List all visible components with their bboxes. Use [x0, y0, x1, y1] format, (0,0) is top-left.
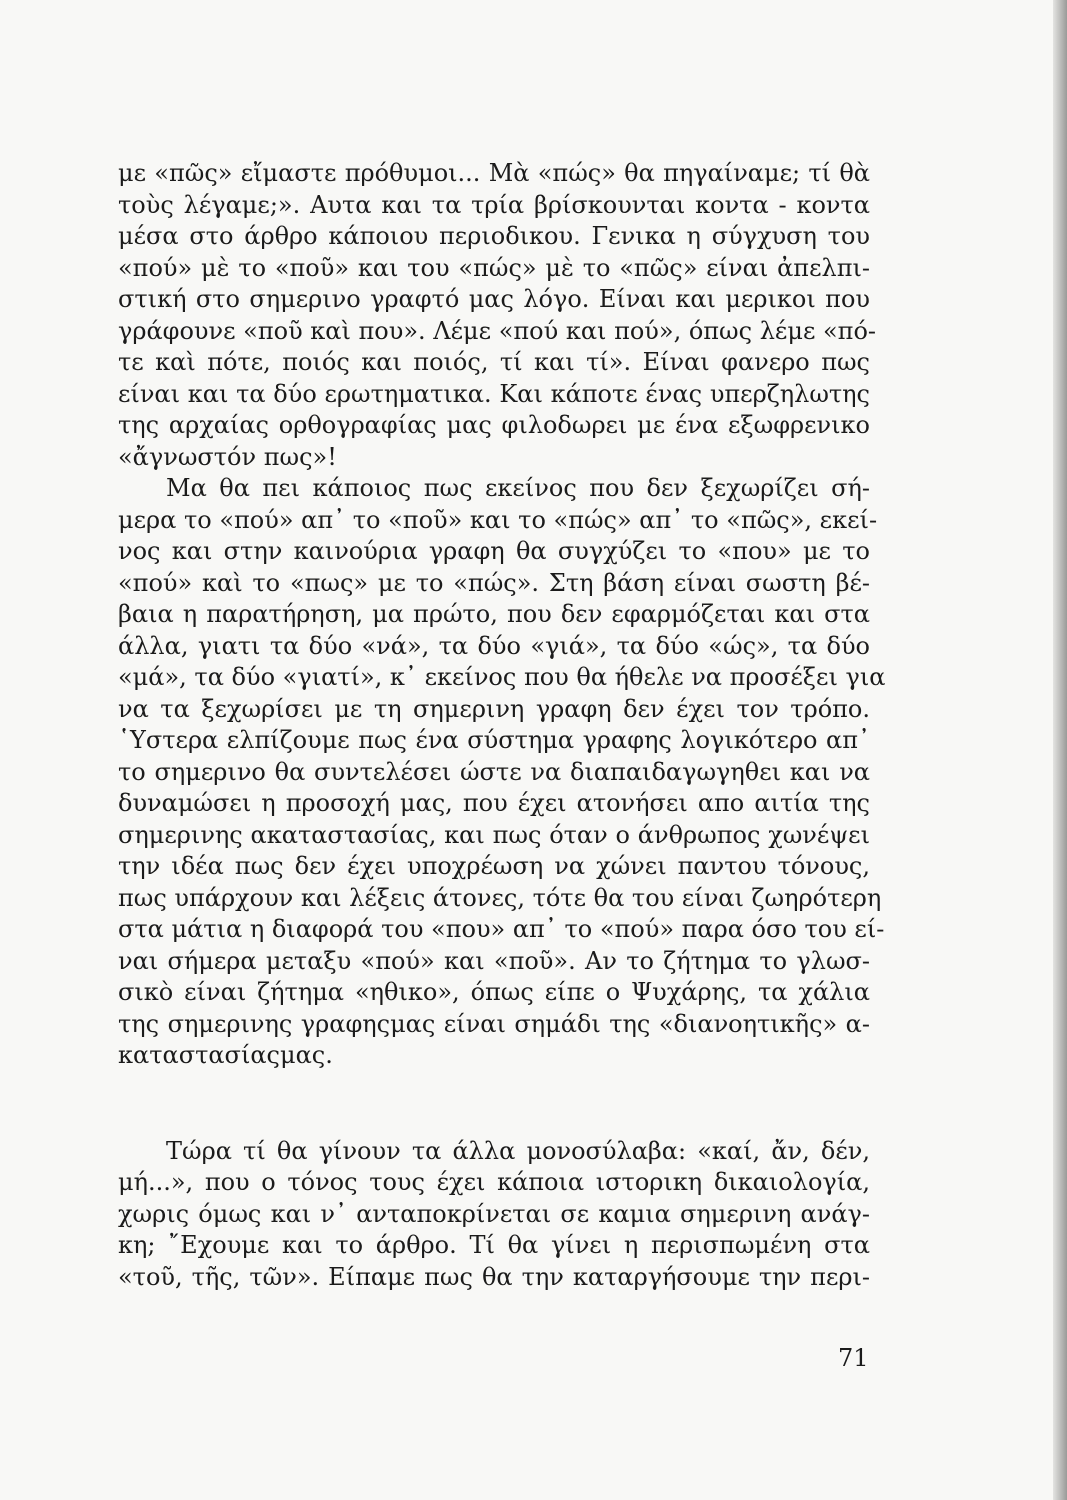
- text-line: μή...», που ο τόνος τους έχει κάποια ιστορικη δικαιολογία,: [118, 1168, 870, 1196]
- scan-edge-shadow: [1053, 0, 1067, 1500]
- text-line: χωρις όμως και ν᾿ ανταποκρίνεται σε καμια σημερινη ανάγ-: [118, 1199, 870, 1228]
- text-line: στική στο σημερινο γραφτό μας λόγο. Είναι και μερικοι που: [118, 285, 870, 313]
- text-line: σικὸ είναι ζήτημα «ηθικο», όπως είπε ο Ψυχάρης, τα χάλια: [118, 978, 870, 1006]
- text-line: σημερινης ακαταστασίας, και πως όταν ο άνθρωπος χωνέψει: [118, 820, 870, 849]
- body-text: [118, 158, 886, 1293]
- text-line: της αρχαίας ορθογραφίας μας φιλοδωρει με ένα εξωφρενικο: [118, 411, 870, 439]
- text-line: νος και στην καινούρια γραφη θα συγχύζει το «που» με το: [118, 537, 870, 565]
- text-line: την ιδέα πως δεν έχει υποχρέωση να χώνει παντου τόνους,: [118, 852, 870, 880]
- paragraph-2: [118, 473, 886, 1072]
- text-line: «πού» καὶ το «πως» με το «πώς». Στη βάση είναι σωστη βέ-: [118, 568, 870, 597]
- text-line: είναι και τα δύο ερωτηματικα. Και κάποτε ένας υπερζηλωτης: [118, 379, 870, 408]
- text-line: άλλα, γιατι τα δύο «νά», τα δύο «γιά», τα δύο «ώς», τα δύο: [118, 631, 870, 660]
- text-line: «ἄγνωστόν πως»!: [118, 442, 337, 471]
- text-line: της σημερινης γραφηςμας είναι σημάδι της «διανοητικῆς» α-: [118, 1009, 870, 1038]
- text-line: καταστασίαςμας.: [118, 1041, 333, 1069]
- text-line: στα μάτια η διαφορά του «που» απ᾿ το «πού» παρα όσο του εί-: [118, 915, 885, 943]
- text-line: μέσα στο άρθρο κάποιου περιοδικου. Γενικα η σύγχυση του: [118, 222, 870, 250]
- text-line: το σημερινο θα συντελέσει ώστε να διαπαιδαγωγηθει και να: [118, 757, 870, 786]
- text-line: «πού» μὲ το «ποῦ» και του «πώς» μὲ το «πῶς» είναι ἀπελπι-: [118, 253, 870, 282]
- text-line: τοὺς λέγαμε;». Αυτα και τα τρία βρίσκουνται κοντα - κοντα: [118, 190, 870, 219]
- text-line: με «πῶς» εἴμαστε πρόθυμοι... Μὰ «πώς» θα πηγαίναμε; τί θὰ: [118, 159, 870, 187]
- paragraph-spacer: [118, 1072, 870, 1136]
- page-number: 71: [838, 1344, 869, 1372]
- text-line: «τοῦ, τῆς, τῶν». Είπαμε πως θα την καταργήσουμε την περι-: [118, 1262, 870, 1291]
- text-line: «μά», τα δύο «γιατί», κ᾿ εκείνος που θα ήθελε να προσέξει για: [118, 663, 886, 691]
- paragraph-1: [118, 158, 877, 473]
- text-line: Μα θα πει κάποιος πως εκείνος που δεν ξεχωρίζει σή-: [166, 474, 870, 502]
- text-line: κη; ῎Εχουμε και το άρθρο. Τί θα γίνει η περισπωμένη στα: [118, 1231, 870, 1259]
- text-line: βαια η παρατήρηση, μα πρώτο, που δεν εφαρμόζεται και στα: [118, 600, 870, 628]
- paragraph-3: [118, 1136, 870, 1294]
- text-line: ῾Υστερα ελπίζουμε πως ένα σύστημα γραφης λογικότερο απ᾿: [118, 726, 870, 754]
- text-line: να τα ξεχωρίσει με τη σημερινη γραφη δεν έχει τον τρόπο.: [118, 694, 870, 723]
- text-line: Τώρα τί θα γίνουν τα άλλα μονοσύλαβα: «καί, ἄν, δέν,: [166, 1136, 870, 1165]
- text-line: γράφουνε «ποῦ καὶ που». Λέμε «πού και πού», όπως λέμε «πό-: [118, 316, 877, 345]
- text-line: δυναμώσει η προσοχή μας, που έχει ατονήσει απο αιτία της: [118, 789, 870, 817]
- text-line: μερα το «πού» απ᾿ το «ποῦ» και το «πώς» απ᾿ το «πῶς», εκεί-: [118, 505, 878, 534]
- text-line: ναι σήμερα μεταξυ «πού» και «ποῦ». Αν το ζήτημα το γλωσ-: [118, 946, 870, 975]
- text-line: τε καὶ πότε, ποιός και ποιός, τί και τί». Είναι φανερο πως: [118, 348, 870, 376]
- text-line: πως υπάρχουν και λέξεις άτονες, τότε θα του είναι ζωηρότερη: [118, 883, 882, 912]
